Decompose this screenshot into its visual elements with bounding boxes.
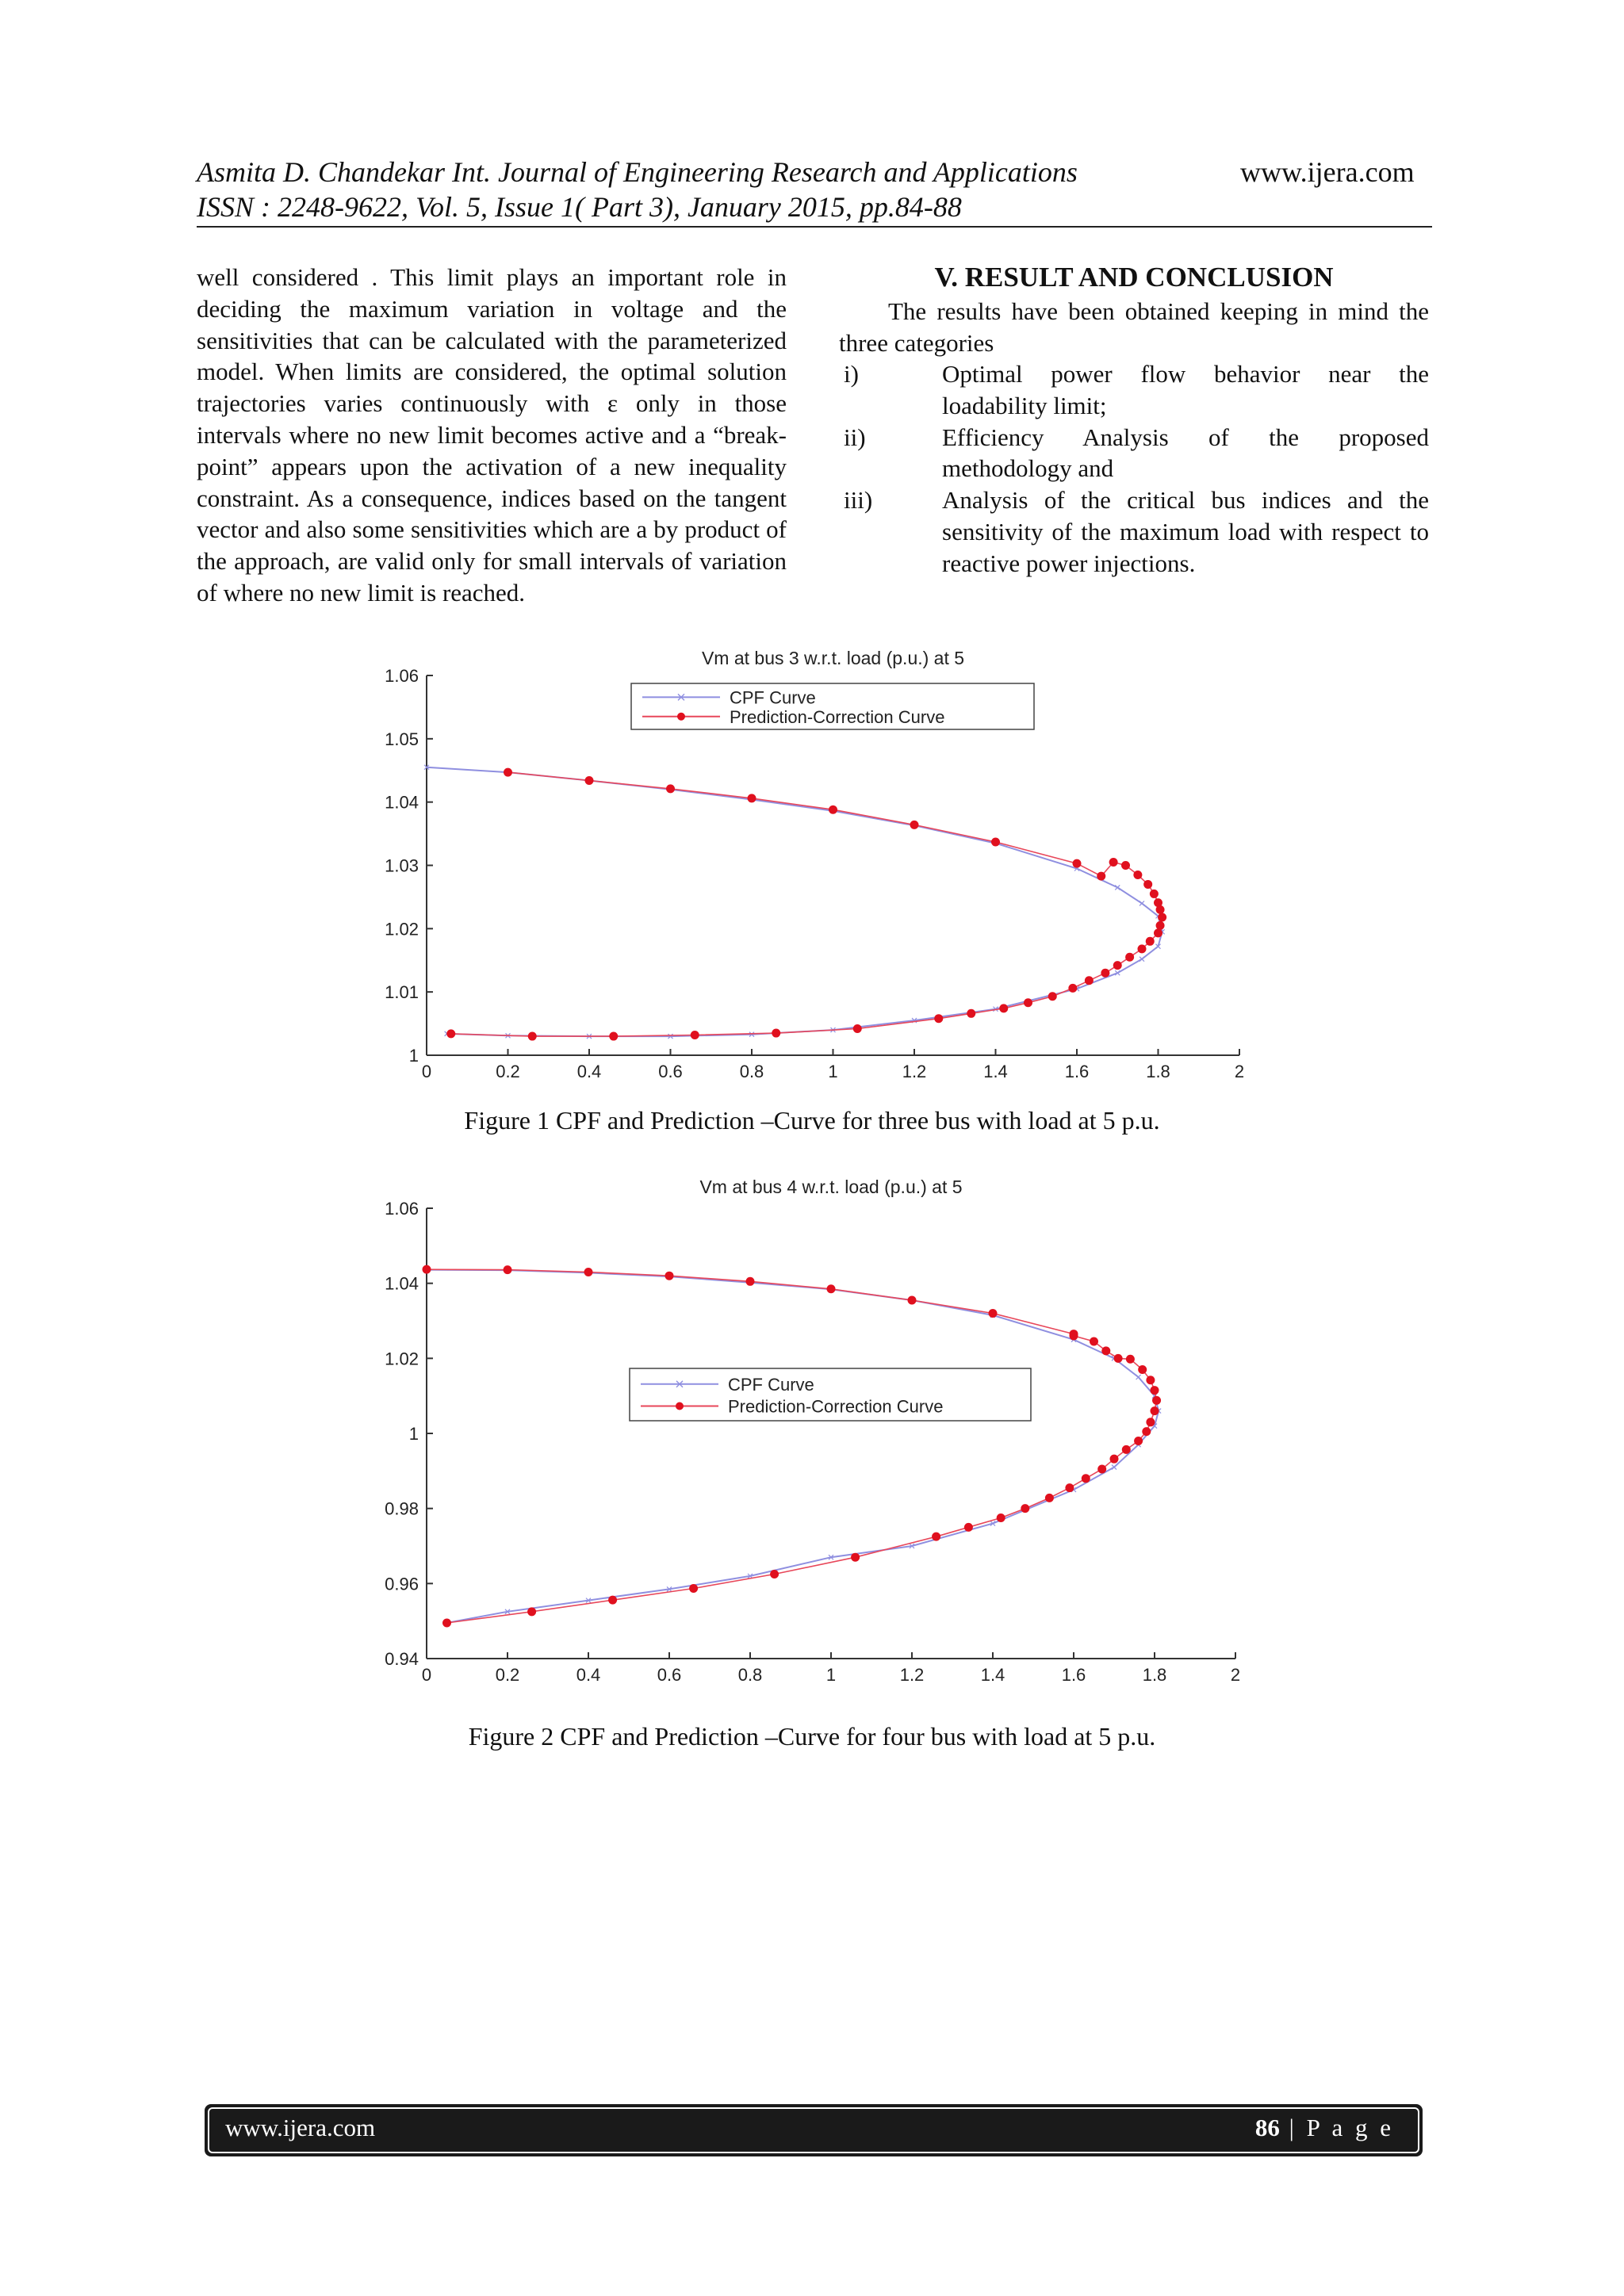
chart-title: Vm at bus 3 w.r.t. load (p.u.) at 5 (701, 648, 965, 668)
y-tick-label: 1 (408, 1424, 419, 1444)
series-cpf-curve (424, 1268, 1161, 1625)
x-tick-label: 1.2 (899, 1665, 925, 1685)
x-tick-label: 1.8 (1146, 1062, 1170, 1081)
data-point (423, 1265, 431, 1274)
x-tick-label: 0.6 (658, 1062, 683, 1081)
legend-entry: Prediction-Correction Curve (730, 706, 945, 727)
data-point (1122, 1445, 1131, 1454)
data-point (442, 1619, 451, 1628)
list-item-number: iii) (844, 486, 873, 515)
x-tick-label: 1.2 (902, 1062, 927, 1081)
x-tick-label: 0.8 (739, 1062, 764, 1081)
x-tick-label: 0.2 (496, 1062, 520, 1081)
y-tick-label: 1 (408, 1046, 419, 1066)
legend-entry: CPF Curve (728, 1374, 814, 1395)
journal-site-header[interactable]: www.ijera.com (1240, 156, 1415, 188)
page-footer (205, 2104, 1423, 2156)
figure-1-caption: Figure 1 CPF and Prediction –Curve for three bus with load at 5 p.u. (464, 1106, 1160, 1135)
data-point (689, 1584, 698, 1593)
data-point (1021, 1504, 1029, 1513)
y-tick-label: 1.01 (385, 982, 419, 1003)
y-tick-label: 1.04 (385, 792, 419, 813)
x-tick-label: 0.4 (576, 1665, 601, 1685)
list-item-number: ii) (844, 423, 866, 451)
y-tick-label: 1.04 (385, 1273, 419, 1294)
data-point (1110, 1455, 1119, 1464)
data-point (1112, 1465, 1116, 1470)
y-tick-label: 1.02 (385, 919, 419, 939)
data-point (1146, 1376, 1155, 1384)
data-point (1136, 1375, 1141, 1380)
list-item-number: i) (844, 360, 859, 388)
data-point (1082, 1474, 1090, 1483)
section-intro: The results have been obtained keeping in mind the three categories (839, 297, 1429, 357)
data-point (989, 1309, 998, 1318)
data-point (1090, 1337, 1098, 1346)
data-point (665, 1272, 674, 1280)
data-point (1070, 1330, 1078, 1338)
data-point (908, 1295, 917, 1304)
x-tick-label: 1.6 (1064, 1062, 1090, 1081)
data-point (964, 1523, 973, 1532)
data-point (1134, 1437, 1143, 1445)
page-label: | P a g e (1289, 2114, 1394, 2141)
chart-axes (385, 1199, 1240, 1685)
x-tick-label: 0.8 (737, 1665, 763, 1685)
journal-header-line2: ISSN : 2248-9622, Vol. 5, Issue 1( Part 3), January 2015, pp.84-88 (197, 191, 962, 223)
figure-2-caption: Figure 2 CPF and Prediction –Curve for four bus with load at 5 p.u. (468, 1722, 1156, 1751)
data-point (1142, 1427, 1151, 1436)
series-prediction-correction-curve (423, 1265, 1162, 1628)
data-point (1097, 1464, 1106, 1473)
page-number: 86 (1254, 2114, 1280, 2141)
series-line (427, 1269, 1157, 1623)
data-point (770, 1570, 779, 1578)
x-tick-label: 1.4 (983, 1062, 1008, 1081)
data-point (1146, 1418, 1155, 1426)
x-tick-label: 1 (825, 1665, 837, 1685)
data-point (1114, 1354, 1123, 1363)
data-point (1138, 1365, 1147, 1374)
x-tick-label: 2 (1230, 1665, 1241, 1685)
data-point (527, 1607, 536, 1616)
y-tick-label: 1.06 (385, 1199, 419, 1219)
data-point (1045, 1494, 1054, 1502)
x-tick-label: 0 (421, 1062, 432, 1081)
list-item-text: Analysis of the critical bus indices and the sensitivity of the maximum load with respect to reactive power injections. (942, 486, 1429, 577)
data-point (851, 1553, 860, 1562)
data-point (1126, 1355, 1135, 1364)
data-point (1151, 1386, 1159, 1395)
x-tick-label: 0.2 (495, 1665, 520, 1685)
legend-entry: Prediction-Correction Curve (728, 1396, 944, 1417)
x-tick-label: 0.4 (576, 1062, 602, 1081)
x-tick-label: 1 (828, 1062, 838, 1081)
data-point (746, 1277, 755, 1286)
y-tick-label: 0.96 (385, 1574, 419, 1594)
data-point (1101, 1346, 1110, 1355)
data-point (1152, 1396, 1161, 1405)
footer-border (208, 2107, 1419, 2153)
data-point (1151, 1406, 1159, 1415)
data-point (932, 1533, 940, 1541)
y-tick-label: 0.94 (385, 1649, 419, 1669)
list-item-text: Efficiency Analysis of the proposed methodology and (942, 423, 1429, 483)
footer-page-indicator (1255, 2114, 1394, 2142)
x-tick-label: 1.6 (1061, 1665, 1086, 1685)
y-tick-label: 1.02 (385, 1349, 419, 1369)
x-tick-label: 0 (421, 1665, 432, 1685)
y-tick-label: 1.03 (385, 855, 419, 876)
data-point (827, 1284, 836, 1293)
data-point (1065, 1483, 1074, 1492)
data-point (504, 1265, 512, 1274)
y-tick-label: 0.98 (385, 1498, 419, 1519)
data-point (584, 1268, 593, 1276)
legend-marker (676, 1402, 684, 1410)
x-tick-label: 1.8 (1142, 1665, 1167, 1685)
data-point (997, 1513, 1005, 1522)
chart-title: Vm at bus 4 w.r.t. load (p.u.) at 5 (699, 1177, 963, 1197)
footer-site-link[interactable]: www.ijera.com (225, 2114, 376, 2141)
x-tick-label: 2 (1234, 1062, 1245, 1081)
legend-entry: CPF Curve (730, 687, 816, 708)
section-heading: V. RESULT AND CONCLUSION (934, 262, 1334, 293)
list-item-text: Optimal power flow behavior near the loadability limit; (942, 360, 1429, 419)
left-column-paragraph: well considered . This limit plays an important role in deciding the maximum variation in voltage and the sensitivities that can be calculated with the parameterized model. When limits are considered, the optimal solution trajectories varies continuously with ε only in those intervals where no new limit becomes active and a “break-point” appears upon the activation of a new inequality constraint. As a consequence, indices based on the tangent vector and also some sensitivities which are a by product of the approach, are valid only for small intervals of variation of where no new limit is reached. (197, 263, 787, 607)
y-tick-label: 1.05 (385, 729, 419, 749)
chart-legend (630, 1368, 1031, 1421)
y-tick-label: 1.06 (385, 666, 419, 686)
x-tick-label: 0.6 (657, 1665, 682, 1685)
data-point (608, 1596, 617, 1605)
journal-header-line1: Asmita D. Chandekar Int. Journal of Engineering Research and Applications (197, 156, 1078, 188)
x-tick-label: 1.4 (980, 1665, 1005, 1685)
